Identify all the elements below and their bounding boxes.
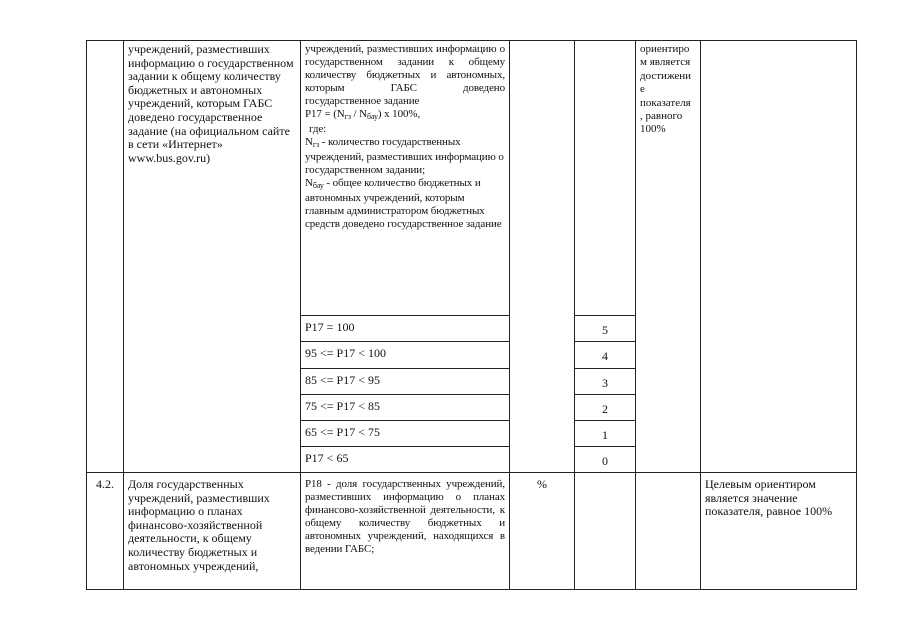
criteria-score: 3 (602, 376, 608, 390)
formula-where: где: (309, 123, 327, 135)
indicator-name-text: Доля государственных учреждений, разместивших информацию о планах финансово-хозяйственной деятельности, к общему количеству бюджетных и автономных учреждений, (128, 477, 270, 573)
criteria-score: 1 (602, 428, 608, 442)
comment-text: Целевым ориентиром является значение показателя, равное 100% (705, 477, 833, 519)
indicator-table (86, 40, 857, 590)
criteria-condition: 85 <= P17 < 95 (305, 373, 380, 387)
formula-block (301, 41, 509, 233)
formula-intro-tail: государственное задание (305, 95, 420, 107)
number-cell (87, 41, 124, 473)
unit-cell (510, 41, 575, 473)
criteria-score: 4 (602, 349, 608, 363)
criteria-condition: P17 = 100 (305, 320, 355, 334)
formula-cell (301, 41, 510, 316)
formula-intro: учреждений, разместивших информацию о государственном задании к общему количеству бюджетных и автономных, которым ГАБС доведено (305, 43, 505, 94)
note-text: ориентиро м является достижени е показателя , равного 100% (640, 43, 692, 136)
criteria-condition: P17 < 65 (305, 451, 349, 465)
criteria-condition: 65 <= P17 < 75 (305, 425, 380, 439)
score-cell-empty (575, 41, 636, 316)
formula-definition-1: $N_{гз}$ - количество государственных учреждений, разместивших информацию о государственном задании; (305, 136, 504, 176)
comment-cell (701, 41, 857, 473)
indicator-name-cell (124, 41, 301, 473)
row-number: 4.2. (96, 477, 114, 491)
note-cell-empty (636, 473, 701, 590)
criteria-condition: 95 <= P17 < 100 (305, 346, 386, 360)
formula-equation: $P17 = (N_{гз} / N_{бау})$ x 100%, (305, 108, 421, 121)
score-cell-empty (575, 473, 636, 590)
unit-value: % (537, 477, 547, 491)
criteria-score: 5 (602, 323, 608, 337)
note-cell (636, 41, 701, 473)
formula-definition-2: $N_{бау}$ - общее количество бюджетных и автономных учреждений, которым главным администратором бюджетных средств доведено государственное задание (305, 177, 502, 230)
criteria-score: 2 (602, 402, 608, 416)
formula-text: P18 - доля государственных учреждений, разместивших информацию о планах финансово-хозяйственной деятельности, к общему количеству бюджетных и автономных учреждений, находящихся в ведении ГАБС; (305, 478, 505, 555)
table-row (87, 41, 857, 316)
indicator-name-text: учреждений, разместивших информацию о государственном задании к общему количеству бюджетных и автономных учреждений, которым ГАБС доведено государственное задание (на официальном сайте в сети «Интернет» www.bus.gov.ru) (128, 42, 294, 165)
criteria-condition: 75 <= P17 < 85 (305, 399, 380, 413)
criteria-score: 0 (602, 454, 608, 468)
table-row (87, 473, 857, 590)
